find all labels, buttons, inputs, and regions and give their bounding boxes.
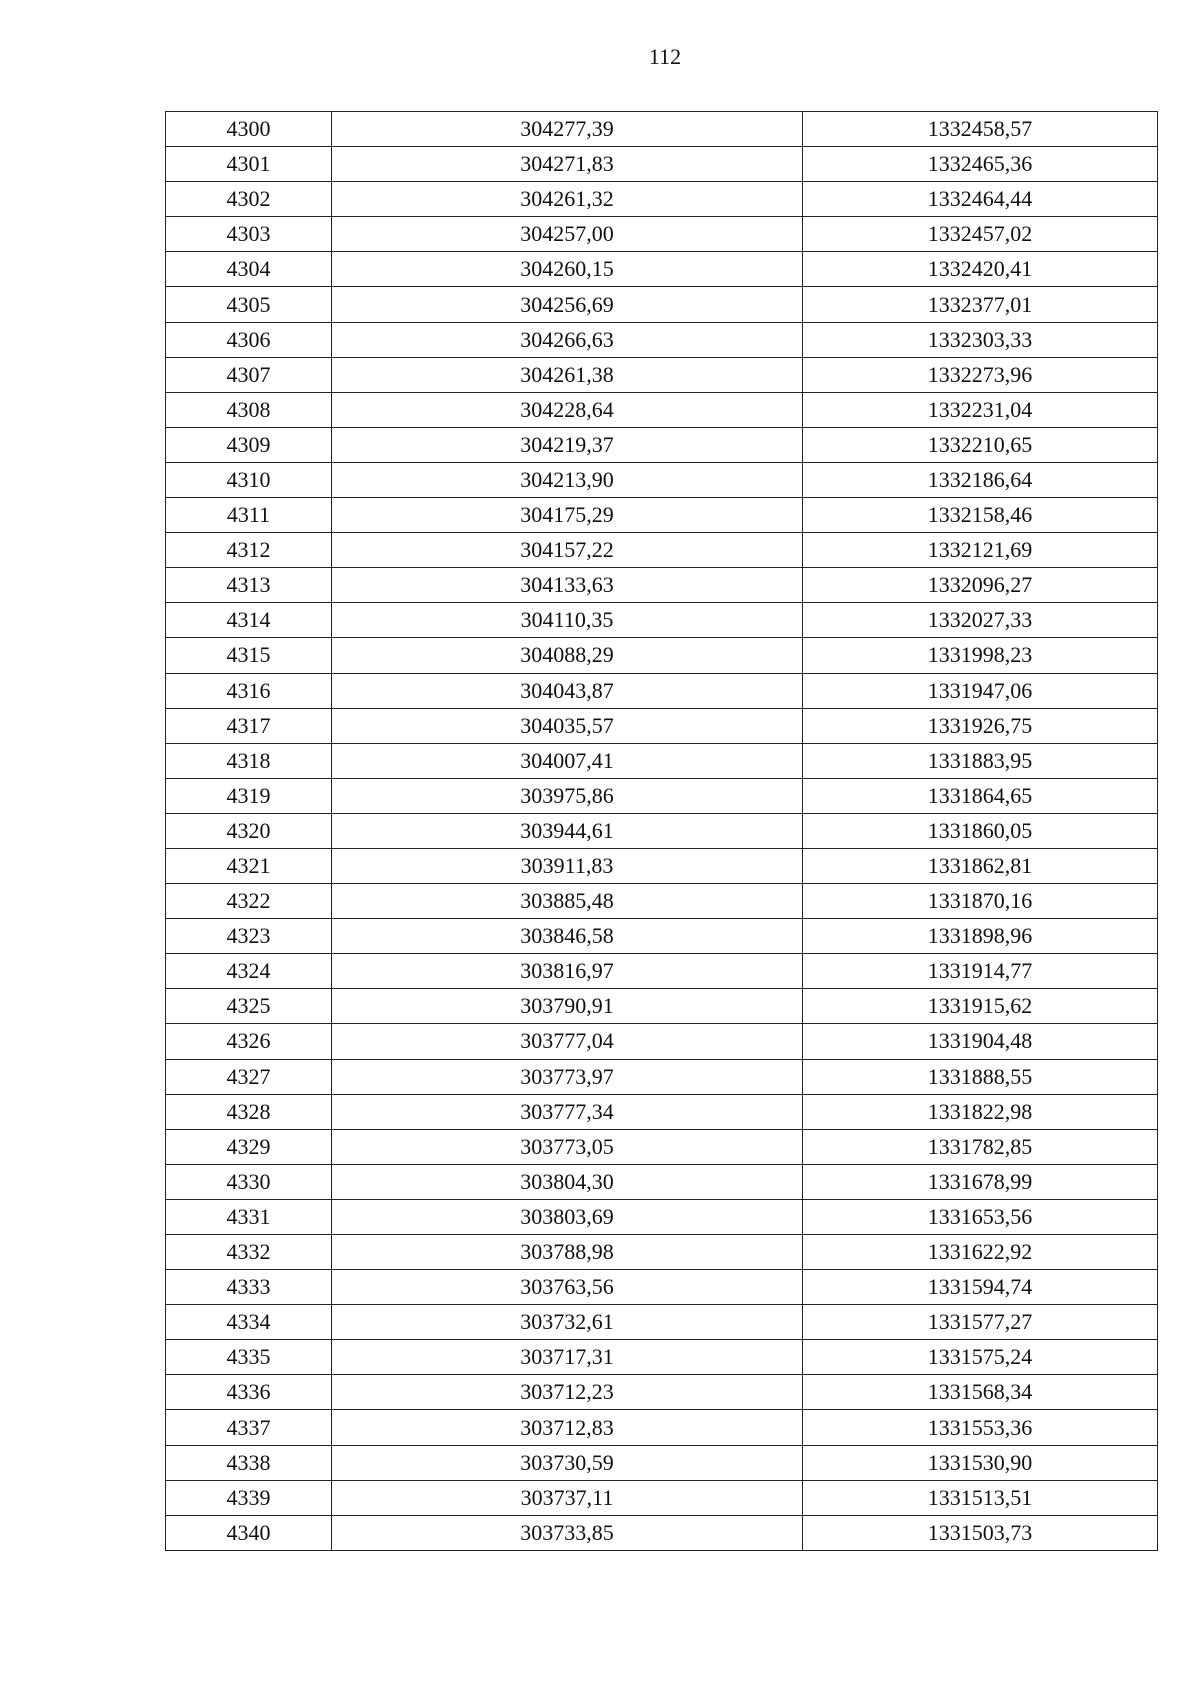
point-number-cell: 4311 xyxy=(166,498,332,533)
x-coordinate-cell: 303804,30 xyxy=(332,1164,803,1199)
y-coordinate-cell: 1332303,33 xyxy=(803,322,1158,357)
x-coordinate-cell: 303788,98 xyxy=(332,1235,803,1270)
point-number-cell: 4322 xyxy=(166,884,332,919)
y-coordinate-cell: 1332231,04 xyxy=(803,392,1158,427)
y-coordinate-cell: 1332457,02 xyxy=(803,217,1158,252)
y-coordinate-cell: 1332186,64 xyxy=(803,462,1158,497)
table-row xyxy=(166,743,1158,778)
x-coordinate-cell: 303885,48 xyxy=(332,884,803,919)
y-coordinate-cell: 1332158,46 xyxy=(803,498,1158,533)
point-number-cell: 4300 xyxy=(166,112,332,147)
y-coordinate-cell: 1331870,16 xyxy=(803,884,1158,919)
x-coordinate-cell: 304157,22 xyxy=(332,533,803,568)
point-number-cell: 4314 xyxy=(166,603,332,638)
table-row xyxy=(166,954,1158,989)
y-coordinate-cell: 1332465,36 xyxy=(803,147,1158,182)
point-number-cell: 4334 xyxy=(166,1305,332,1340)
x-coordinate-cell: 304256,69 xyxy=(332,287,803,322)
x-coordinate-cell: 303773,97 xyxy=(332,1059,803,1094)
point-number-cell: 4340 xyxy=(166,1515,332,1550)
table-row xyxy=(166,919,1158,954)
x-coordinate-cell: 304257,00 xyxy=(332,217,803,252)
point-number-cell: 4305 xyxy=(166,287,332,322)
point-number-cell: 4333 xyxy=(166,1270,332,1305)
x-coordinate-cell: 304277,39 xyxy=(332,112,803,147)
x-coordinate-cell: 304133,63 xyxy=(332,568,803,603)
y-coordinate-cell: 1331898,96 xyxy=(803,919,1158,954)
table-row xyxy=(166,848,1158,883)
y-coordinate-cell: 1331947,06 xyxy=(803,673,1158,708)
y-coordinate-cell: 1332458,57 xyxy=(803,112,1158,147)
x-coordinate-cell: 303737,11 xyxy=(332,1480,803,1515)
y-coordinate-cell: 1332027,33 xyxy=(803,603,1158,638)
y-coordinate-cell: 1331888,55 xyxy=(803,1059,1158,1094)
x-coordinate-cell: 303717,31 xyxy=(332,1340,803,1375)
table-row xyxy=(166,1129,1158,1164)
y-coordinate-cell: 1331998,23 xyxy=(803,638,1158,673)
table-row xyxy=(166,1235,1158,1270)
y-coordinate-cell: 1332210,65 xyxy=(803,427,1158,462)
x-coordinate-cell: 304271,83 xyxy=(332,147,803,182)
point-number-cell: 4320 xyxy=(166,813,332,848)
point-number-cell: 4303 xyxy=(166,217,332,252)
x-coordinate-cell: 303803,69 xyxy=(332,1199,803,1234)
x-coordinate-cell: 304261,38 xyxy=(332,357,803,392)
point-number-cell: 4327 xyxy=(166,1059,332,1094)
y-coordinate-cell: 1331864,65 xyxy=(803,778,1158,813)
table-row xyxy=(166,813,1158,848)
x-coordinate-cell: 303730,59 xyxy=(332,1445,803,1480)
table-body xyxy=(166,112,1158,1551)
x-coordinate-cell: 304088,29 xyxy=(332,638,803,673)
point-number-cell: 4326 xyxy=(166,1024,332,1059)
y-coordinate-cell: 1331594,74 xyxy=(803,1270,1158,1305)
x-coordinate-cell: 304219,37 xyxy=(332,427,803,462)
y-coordinate-cell: 1331577,27 xyxy=(803,1305,1158,1340)
y-coordinate-cell: 1331575,24 xyxy=(803,1340,1158,1375)
x-coordinate-cell: 304007,41 xyxy=(332,743,803,778)
point-number-cell: 4339 xyxy=(166,1480,332,1515)
point-number-cell: 4328 xyxy=(166,1094,332,1129)
point-number-cell: 4312 xyxy=(166,533,332,568)
point-number-cell: 4329 xyxy=(166,1129,332,1164)
table-row xyxy=(166,568,1158,603)
point-number-cell: 4304 xyxy=(166,252,332,287)
x-coordinate-cell: 304260,15 xyxy=(332,252,803,287)
table-row xyxy=(166,287,1158,322)
point-number-cell: 4301 xyxy=(166,147,332,182)
y-coordinate-cell: 1331883,95 xyxy=(803,743,1158,778)
table-row xyxy=(166,462,1158,497)
table-row xyxy=(166,112,1158,147)
x-coordinate-cell: 303790,91 xyxy=(332,989,803,1024)
y-coordinate-cell: 1331914,77 xyxy=(803,954,1158,989)
table-row xyxy=(166,708,1158,743)
table-row xyxy=(166,1480,1158,1515)
point-number-cell: 4319 xyxy=(166,778,332,813)
y-coordinate-cell: 1332464,44 xyxy=(803,182,1158,217)
x-coordinate-cell: 303773,05 xyxy=(332,1129,803,1164)
y-coordinate-cell: 1332377,01 xyxy=(803,287,1158,322)
table-row xyxy=(166,1164,1158,1199)
x-coordinate-cell: 303733,85 xyxy=(332,1515,803,1550)
table-row xyxy=(166,1024,1158,1059)
page-number: 112 xyxy=(648,44,682,69)
x-coordinate-cell: 304228,64 xyxy=(332,392,803,427)
y-coordinate-cell: 1332096,27 xyxy=(803,568,1158,603)
point-number-cell: 4306 xyxy=(166,322,332,357)
y-coordinate-cell: 1331553,36 xyxy=(803,1410,1158,1445)
table-row xyxy=(166,533,1158,568)
x-coordinate-cell: 303712,83 xyxy=(332,1410,803,1445)
y-coordinate-cell: 1331530,90 xyxy=(803,1445,1158,1480)
x-coordinate-cell: 303816,97 xyxy=(332,954,803,989)
y-coordinate-cell: 1331568,34 xyxy=(803,1375,1158,1410)
y-coordinate-cell: 1331915,62 xyxy=(803,989,1158,1024)
y-coordinate-cell: 1331622,92 xyxy=(803,1235,1158,1270)
point-number-cell: 4338 xyxy=(166,1445,332,1480)
table-row xyxy=(166,252,1158,287)
point-number-cell: 4324 xyxy=(166,954,332,989)
point-number-cell: 4310 xyxy=(166,462,332,497)
y-coordinate-cell: 1332121,69 xyxy=(803,533,1158,568)
x-coordinate-cell: 303975,86 xyxy=(332,778,803,813)
x-coordinate-cell: 304035,57 xyxy=(332,708,803,743)
y-coordinate-cell: 1332273,96 xyxy=(803,357,1158,392)
table-row xyxy=(166,1059,1158,1094)
table-row xyxy=(166,217,1158,252)
point-number-cell: 4302 xyxy=(166,182,332,217)
x-coordinate-cell: 304261,32 xyxy=(332,182,803,217)
table-row xyxy=(166,357,1158,392)
y-coordinate-cell: 1331904,48 xyxy=(803,1024,1158,1059)
table-row xyxy=(166,147,1158,182)
table-row xyxy=(166,498,1158,533)
table-row xyxy=(166,1515,1158,1550)
y-coordinate-cell: 1331513,51 xyxy=(803,1480,1158,1515)
x-coordinate-cell: 304213,90 xyxy=(332,462,803,497)
point-number-cell: 4336 xyxy=(166,1375,332,1410)
point-number-cell: 4335 xyxy=(166,1340,332,1375)
table-row xyxy=(166,638,1158,673)
table-row xyxy=(166,989,1158,1024)
table-row xyxy=(166,1305,1158,1340)
point-number-cell: 4308 xyxy=(166,392,332,427)
x-coordinate-cell: 303944,61 xyxy=(332,813,803,848)
y-coordinate-cell: 1331678,99 xyxy=(803,1164,1158,1199)
table-row xyxy=(166,1340,1158,1375)
point-number-cell: 4330 xyxy=(166,1164,332,1199)
x-coordinate-cell: 303732,61 xyxy=(332,1305,803,1340)
table-row xyxy=(166,1410,1158,1445)
x-coordinate-cell: 303777,34 xyxy=(332,1094,803,1129)
y-coordinate-cell: 1331653,56 xyxy=(803,1199,1158,1234)
y-coordinate-cell: 1331860,05 xyxy=(803,813,1158,848)
x-coordinate-cell: 304175,29 xyxy=(332,498,803,533)
point-number-cell: 4332 xyxy=(166,1235,332,1270)
x-coordinate-cell: 303777,04 xyxy=(332,1024,803,1059)
coordinates-table xyxy=(165,111,1158,1551)
point-number-cell: 4321 xyxy=(166,848,332,883)
point-number-cell: 4316 xyxy=(166,673,332,708)
table-row xyxy=(166,1270,1158,1305)
point-number-cell: 4309 xyxy=(166,427,332,462)
table-row xyxy=(166,1199,1158,1234)
x-coordinate-cell: 304043,87 xyxy=(332,673,803,708)
y-coordinate-cell: 1331503,73 xyxy=(803,1515,1158,1550)
x-coordinate-cell: 303846,58 xyxy=(332,919,803,954)
table-row xyxy=(166,778,1158,813)
y-coordinate-cell: 1331782,85 xyxy=(803,1129,1158,1164)
x-coordinate-cell: 303911,83 xyxy=(332,848,803,883)
table-row xyxy=(166,392,1158,427)
point-number-cell: 4315 xyxy=(166,638,332,673)
point-number-cell: 4331 xyxy=(166,1199,332,1234)
table-row xyxy=(166,603,1158,638)
point-number-cell: 4307 xyxy=(166,357,332,392)
x-coordinate-cell: 303712,23 xyxy=(332,1375,803,1410)
x-coordinate-cell: 303763,56 xyxy=(332,1270,803,1305)
table-row xyxy=(166,322,1158,357)
table-row xyxy=(166,1445,1158,1480)
table-row xyxy=(166,673,1158,708)
point-number-cell: 4323 xyxy=(166,919,332,954)
point-number-cell: 4337 xyxy=(166,1410,332,1445)
point-number-cell: 4318 xyxy=(166,743,332,778)
table-row xyxy=(166,182,1158,217)
table-row xyxy=(166,884,1158,919)
x-coordinate-cell: 304266,63 xyxy=(332,322,803,357)
y-coordinate-cell: 1331926,75 xyxy=(803,708,1158,743)
table-row xyxy=(166,1375,1158,1410)
x-coordinate-cell: 304110,35 xyxy=(332,603,803,638)
point-number-cell: 4325 xyxy=(166,989,332,1024)
y-coordinate-cell: 1332420,41 xyxy=(803,252,1158,287)
table-row xyxy=(166,1094,1158,1129)
table-row xyxy=(166,427,1158,462)
y-coordinate-cell: 1331862,81 xyxy=(803,848,1158,883)
point-number-cell: 4317 xyxy=(166,708,332,743)
point-number-cell: 4313 xyxy=(166,568,332,603)
y-coordinate-cell: 1331822,98 xyxy=(803,1094,1158,1129)
